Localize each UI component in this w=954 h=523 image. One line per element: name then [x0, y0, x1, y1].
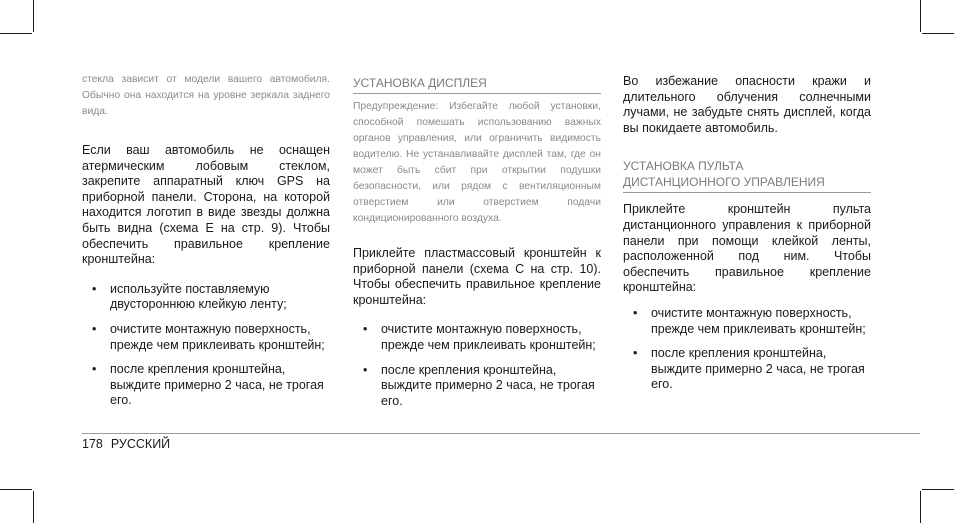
crop-mark — [922, 489, 954, 490]
list-item — [353, 322, 601, 353]
list-item — [82, 362, 330, 409]
column-left — [82, 72, 330, 409]
language-label: РУССКИЙ — [110, 437, 171, 451]
list-item — [82, 282, 330, 313]
bullet-icon: • — [633, 305, 638, 320]
body-paragraph: Если ваш автомобиль не оснащен атермическим лобовым стеклом, закрепите аппаратный ключ GPS на приборной панели. Сторона, на которой находится логотип в виде звезды должна быть видна (схема E на стр. 9). Чтобы обеспечить правильное крепление кронштейна: — [82, 143, 330, 267]
list-item-text: очистите монтажную поверхность, прежде чем приклеивать кронштейн; — [651, 305, 866, 336]
list-item — [82, 322, 330, 353]
crop-mark — [33, 0, 34, 32]
crop-mark — [920, 491, 921, 523]
bullet-icon: • — [92, 281, 97, 296]
crop-mark — [922, 33, 954, 34]
body-paragraph: Приклейте пластмассовый кронштейн к приборной панели (схема C на стр. 10). Чтобы обеспечить правильное крепление кронштейна: — [353, 246, 601, 307]
crop-mark — [0, 33, 32, 34]
warning-text: Предупреждение: Избегайте любой установки, способной помешать использованию важных органов управления, или ограничить видимость водителю. Не устанавливайте дисплей там, где он может быть сбит при открытии подушки безопасности, или рядом с вентиляционным отверстием или отверстием подачи кондиционированного воздуха. — [353, 101, 601, 224]
page-footer — [82, 437, 170, 452]
list-item — [623, 306, 871, 337]
bullet-list — [623, 306, 871, 393]
bullet-list — [82, 282, 330, 409]
bullet-icon: • — [92, 321, 97, 336]
list-item — [353, 363, 601, 410]
section-heading: УСТАНОВКА ДИСПЛЕЯ — [353, 75, 601, 94]
section-heading — [623, 158, 871, 193]
list-item-text: после крепления кронштейна, выждите примерно 2 часа, не трогая его. — [651, 346, 865, 392]
crop-mark — [33, 491, 34, 523]
bullet-icon: • — [633, 346, 638, 361]
body-paragraph: Приклейте кронштейн пульта дистанционного управления к приборной панели при помощи клейкой ленты, расположенной под ним. Чтобы обеспечить правильное крепление кронштейна: — [623, 202, 871, 295]
column-right — [623, 72, 871, 393]
list-item-text: очистите монтажную поверхность, прежде чем приклеивать кронштейн; — [110, 321, 325, 352]
list-item — [623, 346, 871, 393]
section-heading-line: УСТАНОВКА ПУЛЬТА — [623, 159, 744, 174]
column-middle — [353, 72, 601, 409]
section-heading-line: ДИСТАНЦИОННОГО УПРАВЛЕНИЯ — [623, 175, 825, 190]
bullet-list — [353, 322, 601, 409]
intro-text: стекла зависит от модели вашего автомобиля. Обычно она находится на уровне зеркала заднего вида. — [82, 74, 330, 117]
bullet-icon: • — [92, 362, 97, 377]
crop-mark — [0, 489, 32, 490]
bullet-icon: • — [363, 362, 368, 377]
footer-divider — [82, 433, 920, 434]
list-item-text: после крепления кронштейна, выждите примерно 2 часа, не трогая его. — [110, 362, 324, 408]
crop-mark — [920, 0, 921, 32]
page-number: 178 — [82, 437, 103, 451]
intro-paragraph: Во избежание опасности кражи и длительного облучения солнечными лучами, не забудьте снять дисплей, когда вы покидаете автомобиль. — [623, 74, 871, 135]
bullet-icon: • — [363, 322, 368, 337]
list-item-text: используйте поставляемую двустороннюю клейкую ленту; — [110, 281, 287, 312]
list-item-text: после крепления кронштейна, выждите примерно 2 часа, не трогая его. — [381, 362, 595, 408]
list-item-text: очистите монтажную поверхность, прежде чем приклеивать кронштейн; — [381, 322, 596, 352]
